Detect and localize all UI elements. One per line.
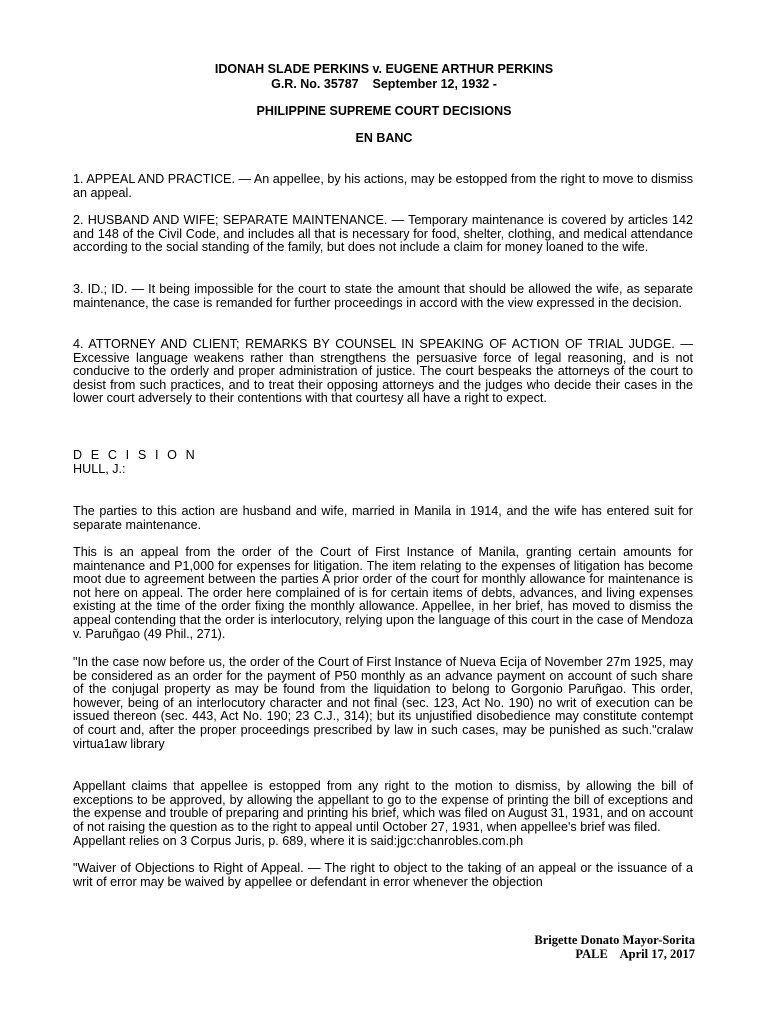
court-source: PHILIPPINE SUPREME COURT DECISIONS — [256, 104, 512, 118]
case-citation: G.R. No. 35787 September 12, 1932 - — [271, 77, 497, 91]
decision-paragraph: The parties to this action are husband and wife, married in Manila in 1914, and the wife has entered suit for separate maintenance. — [73, 504, 693, 532]
decision-paragraph: Appellant claims that appellee is estopped from any right to the motion to dismiss, by allowing the bill of exceptions to be approved, by allowing the appellant to go to the expense of printing the bill of exceptions and the expense and trouble of preparing and printing his brief, which was filed on August 31, 1931, and on account of not raising the question as to the right to appeal until October 27, 1931, when appellee's brief was filed. — [73, 779, 693, 834]
syllabus-item-2: 2. HUSBAND AND WIFE; SEPARATE MAINTENANCE. — Temporary maintenance is covered by articles 142 and 148 of the Civil Code, and includes all that is necessary for food, shelter, clothing, and medical attendance according to the social standing of the family, but does not include a claim for money loaned to the wife. — [73, 213, 693, 255]
syllabus-item-1: 1. APPEAL AND PRACTICE. — An appellee, by his actions, may be estopped from the right to move to dismiss an appeal. — [73, 172, 693, 200]
decision-paragraph: Appellant relies on 3 Corpus Juris, p. 689, where it is said:jgc:chanrobles.com.ph — [73, 834, 524, 848]
decision-author: HULL, J.: — [73, 462, 126, 476]
footer-note: PALE April 17, 2017 — [575, 947, 695, 961]
decision-paragraph: This is an appeal from the order of the Court of First Instance of Manila, granting certain amounts for maintenance and P1,000 for expenses for litigation. The item relating to the expenses of litigation has become moot due to agreement between the parties A prior order of the court for monthly allowance for maintenance is not here on appeal. The order here complained of is for certain items of debts, advances, and living expenses existing at the time of the order fixing the monthly allowance. Appellee, in her brief, has moved to dismiss the appeal contending that the order is interlocutory, relying upon the language of this court in the case of Mendoza v. Paruñgao (49 Phil., 271). — [73, 545, 693, 641]
footer-author: Brigette Donato Mayor-Sorita — [534, 933, 695, 947]
court-division: EN BANC — [355, 131, 413, 145]
syllabus-item-3: 3. ID.; ID. — It being impossible for the court to state the amount that should be allowed the wife, as separate maintenance, the case is remanded for further proceedings in accord with the view expressed in the decision. — [73, 282, 693, 310]
decision-heading: D E C I S I O N — [73, 448, 198, 462]
decision-paragraph: "Waiver of Objections to Right of Appeal. — The right to object to the taking of an appeal or the issuance of a writ of error may be waived by appellee or defendant in error whenever the objection — [73, 861, 693, 889]
syllabus-item-4: 4. ATTORNEY AND CLIENT; REMARKS BY COUNSEL IN SPEAKING OF ACTION OF TRIAL JUDGE. — Excessive language weakens rather than strengthens the persuasive force of legal reasoning, and is not conducive to the orderly and proper administration of justice. The court bespeaks the attorneys of the court to desist from such practices, and to treat their opposing attorneys and the judges who decide their cases in the lower court adversely to their contentions with that courtesy all have a right to expect. — [73, 337, 693, 406]
decision-paragraph: "In the case now before us, the order of the Court of First Instance of Nueva Ecija of November 27m 1925, may be considered as an order for the payment of P50 monthly as an advance payment on account of such share of the conjugal property as may be found from the liquidation to belong to Gorgonio Paruñgao. This order, however, being of an interlocutory character and not final (sec. 123, Act No. 190) no writ of execution can be issued thereon (sec. 443, Act No. 190; 23 C.J., 314); but its unjustified disobedience may constitute contempt of court and, after the proper proceedings prescribed by law in such cases, may be punished as such."cralaw virtua1aw library — [73, 655, 693, 751]
case-title: IDONAH SLADE PERKINS v. EUGENE ARTHUR PERKINS — [214, 62, 554, 76]
